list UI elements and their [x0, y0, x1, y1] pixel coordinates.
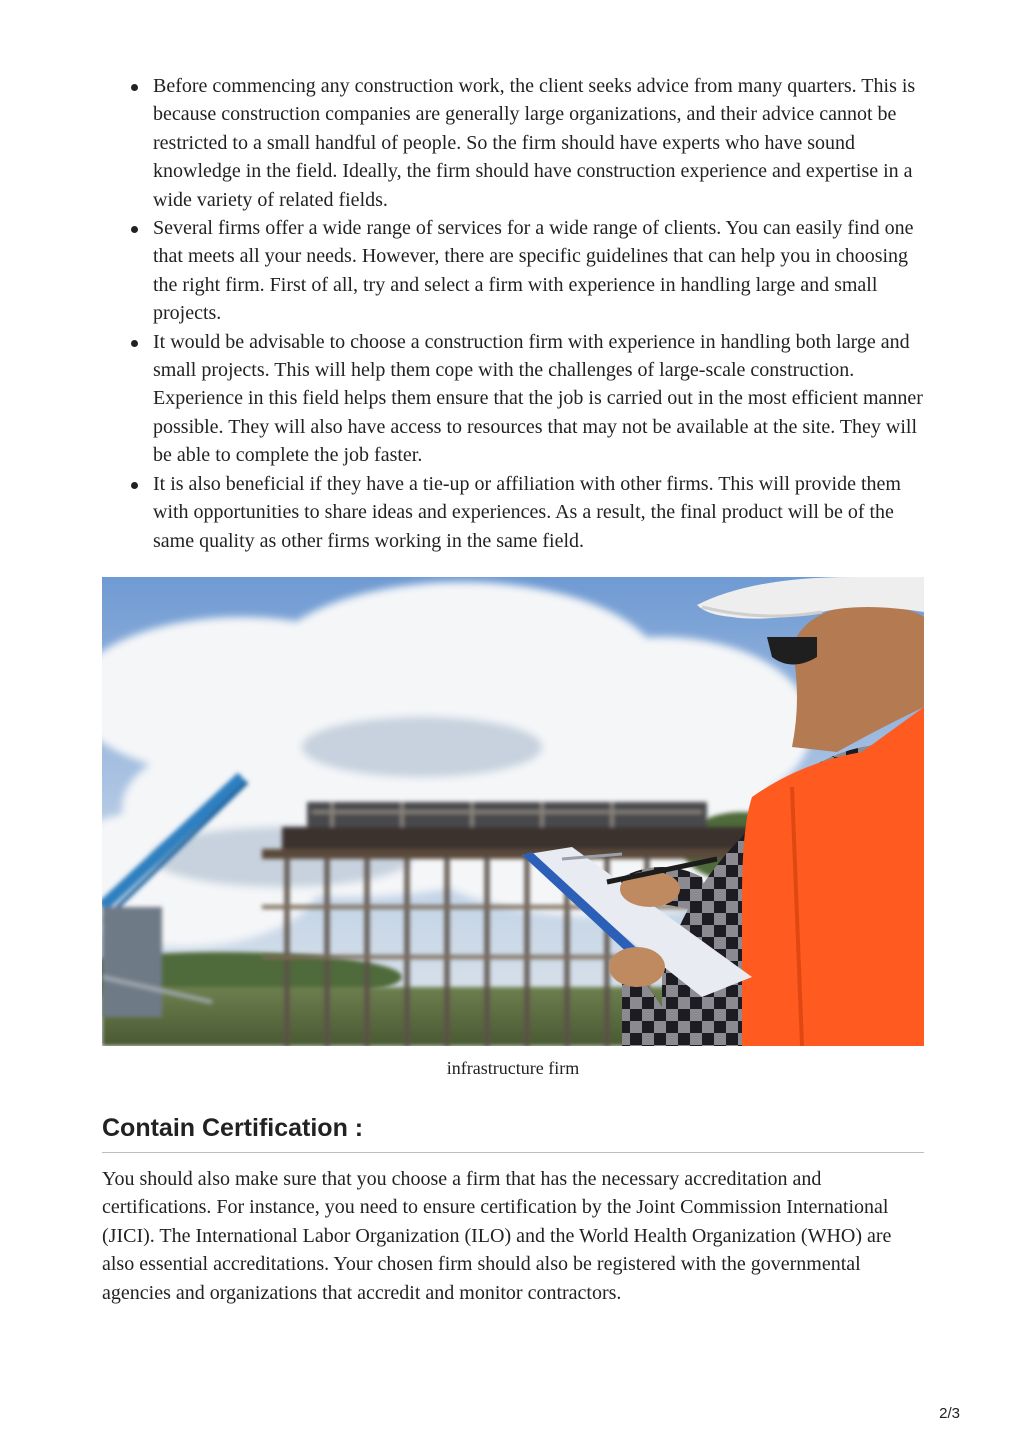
figure	[102, 577, 924, 1079]
page-content	[102, 72, 924, 1307]
page-number: 2/3	[939, 1405, 960, 1422]
bullet-item: Several firms offer a wide range of services for a wide range of clients. You can easily find one that meets all your needs. However, there are specific guidelines that can help you in choosing the right firm. First of all, try and select a firm with experience in handling large and small projects.	[153, 214, 924, 328]
bullet-list	[102, 72, 924, 555]
bullet-item: It is also beneficial if they have a tie-up or affiliation with other firms. This will provide them with opportunities to share ideas and experiences. As a result, the final product will be of the same quality as other firms working in the same field.	[153, 470, 924, 555]
bullet-item: Before commencing any construction work, the client seeks advice from many quarters. This is because construction companies are generally large organizations, and their advice cannot be restricted to a small handful of people. So the firm should have experts who have sound knowledge in the field. Ideally, the firm should have construction experience and expertise in a wide variety of related fields.	[153, 72, 924, 214]
figure-caption: infrastructure firm	[446, 1057, 580, 1078]
construction-photo	[102, 577, 924, 1046]
body-paragraph: You should also make sure that you choose a firm that has the necessary accreditation and certifications. For instance, you need to ensure certification by the Joint Commission International (JICI). The International Labor Organization (ILO) and the World Health Organization (WHO) are also essential accreditations. Your chosen firm should also be registered with the governmental agencies and organizations that accredit and monitor contractors.	[102, 1167, 892, 1304]
section-heading: Contain Certification :	[102, 1113, 924, 1153]
bullet-item: It would be advisable to choose a construction firm with experience in handling both large and small projects. This will help them cope with the challenges of large-scale construction. Experience in this field helps them ensure that the job is carried out in the most efficient manner possible. They will also have access to resources that may not be available at the site. They will be able to complete the job faster.	[153, 328, 924, 470]
